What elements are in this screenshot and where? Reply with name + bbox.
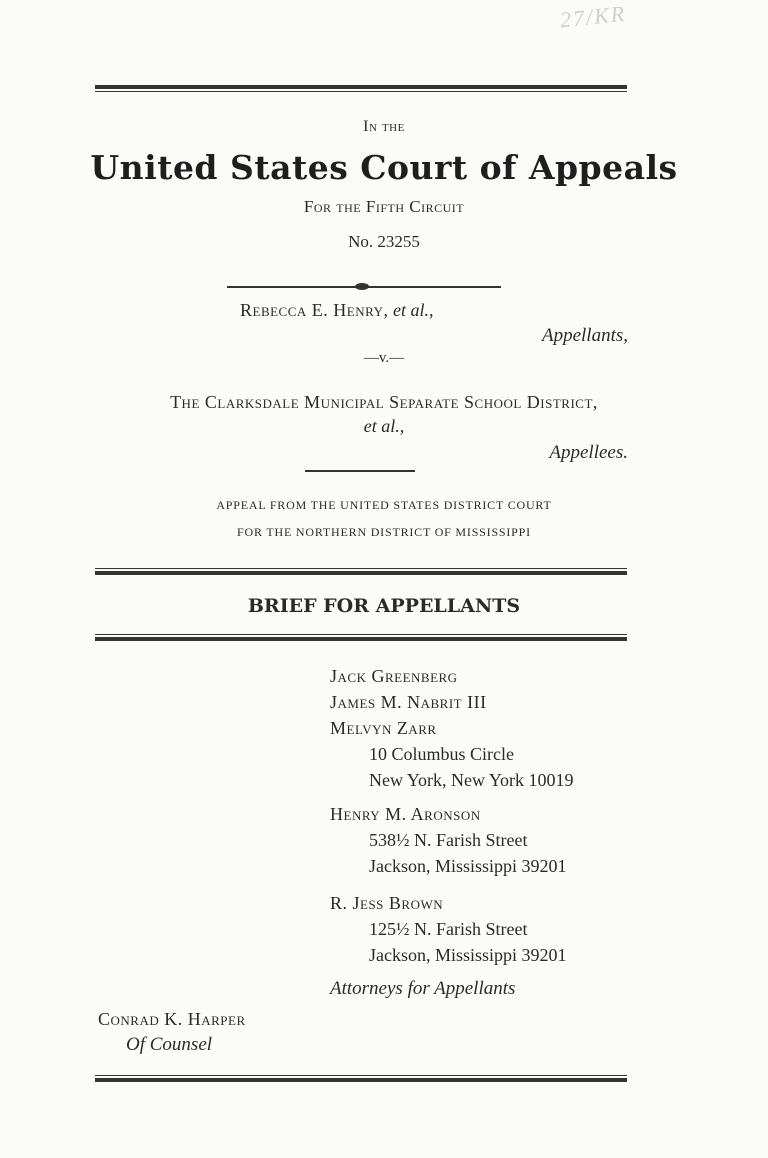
attorneys-for-label: Attorneys for Appellants [330, 978, 516, 999]
appellee-etal: et al., [363, 416, 405, 436]
of-counsel-name: Conrad K. Harper [98, 1009, 246, 1029]
versus: —v.— [363, 350, 405, 366]
appeal-line-1: APPEAL FROM THE UNITED STATES DISTRICT COURT [216, 498, 552, 512]
address-line: Jackson, Mississippi 39201 [369, 856, 567, 876]
court-name: United States Court of Appeals [90, 148, 678, 187]
counsel-group-1 [330, 663, 574, 793]
address-line: 125½ N. Farish Street [369, 919, 528, 939]
case-number: No. 23255 [348, 232, 420, 251]
appellee-name: The Clarksdale Municipal Separate School District, [170, 392, 598, 412]
top-rule [95, 85, 627, 92]
short-divider [305, 470, 415, 472]
address-line: New York, New York 10019 [369, 770, 574, 790]
brief-title: BRIEF FOR APPELLANTS [247, 595, 521, 617]
of-counsel-label: Of Counsel [126, 1034, 213, 1055]
counsel-name: James M. Nabrit III [330, 692, 487, 712]
ornamental-divider [227, 283, 501, 291]
appellees-role: Appellees. [549, 442, 628, 463]
of-counsel-block [98, 1006, 246, 1058]
in-the-label: In the [363, 118, 405, 135]
counsel-group-2 [330, 801, 567, 879]
appellants-role: Appellants, [541, 325, 628, 346]
appellant-name-line [240, 300, 433, 321]
appeal-line-2: FOR THE NORTHERN DISTRICT OF MISSISSIPPI [237, 525, 531, 539]
handwritten-annotation: 27/KR [558, 0, 628, 33]
counsel-name: Henry M. Aronson [330, 804, 481, 824]
brief-rule-bottom [95, 634, 627, 641]
address-line: Jackson, Mississippi 39201 [369, 945, 567, 965]
counsel-group-3 [330, 890, 567, 968]
counsel-name: Jack Greenberg [330, 666, 458, 686]
appellant-name: Rebecca E. Henry, [240, 300, 389, 320]
counsel-name: R. Jess Brown [330, 893, 444, 913]
circuit-label: For the Fifth Circuit [303, 197, 465, 216]
bottom-rule [95, 1075, 627, 1082]
address-line: 10 Columbus Circle [369, 744, 514, 764]
brief-rule-top [95, 568, 627, 575]
counsel-name: Melvyn Zarr [330, 718, 437, 738]
appellant-etal: et al., [392, 300, 434, 320]
address-line: 538½ N. Farish Street [369, 830, 528, 850]
